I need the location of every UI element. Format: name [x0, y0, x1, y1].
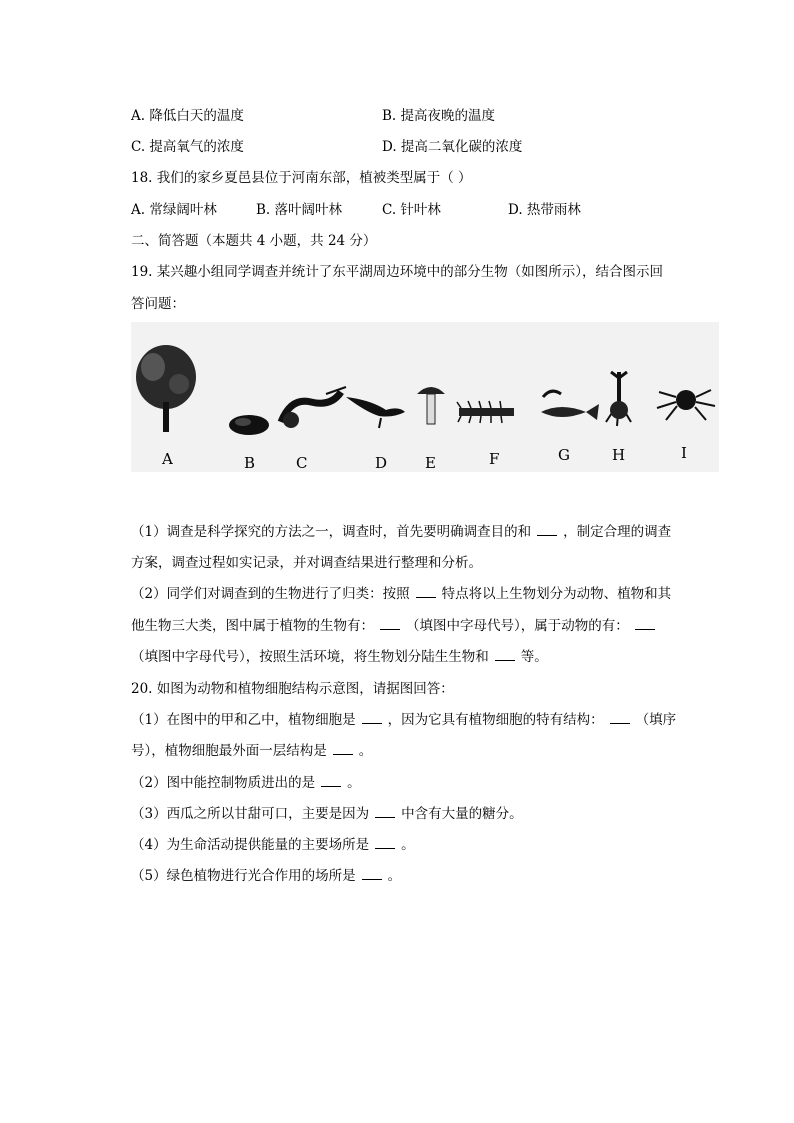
answer-blank[interactable] — [333, 744, 353, 755]
seedling-icon — [606, 372, 631, 426]
q19-part2-line3: （填图中字母代号），按照生活环境，将生物划分陆生生物和 等。 — [131, 649, 548, 665]
tree-icon — [136, 345, 196, 432]
bird-icon — [346, 397, 405, 428]
figure-label-c: C — [296, 454, 308, 472]
q20-part1-line2: 号），植物细胞最外面一层结构是 。 — [131, 743, 373, 759]
answer-blank[interactable] — [610, 713, 630, 724]
answer-blank[interactable] — [362, 713, 382, 724]
answer-blank[interactable] — [495, 650, 515, 661]
answer-blank[interactable] — [321, 776, 341, 787]
q20-part4: （4）为生命活动提供能量的主要场所是 。 — [131, 837, 415, 853]
answer-blank[interactable] — [375, 807, 395, 818]
q19-part2-line2: 他生物三大类，图中属于植物的生物有： （填图中字母代号），属于动物的有： — [131, 614, 661, 634]
figure-label-g: G — [558, 446, 570, 464]
figure-label-f: F — [489, 450, 500, 468]
figure-label-d: D — [375, 454, 388, 472]
q20-part5: （5）绿色植物进行光合作用的场所是 。 — [131, 868, 402, 884]
figure-label-h: H — [612, 446, 626, 464]
q18-option-d: D. 热带雨林 — [508, 202, 581, 218]
q20-part2: （2）图中能控制物质进出的是 。 — [131, 775, 361, 791]
q17-option-d: D. 提高二氧化碳的浓度 — [382, 139, 523, 155]
q17-option-c: C. 提高氧气的浓度 — [131, 139, 244, 155]
answer-blank[interactable] — [375, 838, 395, 849]
pillbug-icon — [229, 415, 269, 435]
figure-label-i: I — [681, 444, 687, 462]
q18-stem: 18. 我们的家乡夏邑县位于河南东部，植被类型属于（ ） — [131, 170, 472, 186]
q19-part1-line2: 方案，调查过程如实记录，并对调查结果进行整理和分析。 — [131, 555, 482, 571]
larva-icon — [281, 387, 346, 428]
answer-blank[interactable] — [635, 619, 655, 630]
figure-label-a: A — [162, 450, 173, 468]
organisms-figure — [131, 322, 719, 472]
answer-blank[interactable] — [416, 587, 436, 598]
answer-blank[interactable] — [380, 619, 400, 630]
q18-option-b: B. 落叶阔叶林 — [256, 202, 343, 218]
figure-label-b: B — [244, 454, 256, 472]
q18-option-c: C. 针叶林 — [382, 202, 441, 218]
q17-option-b: B. 提高夜晚的温度 — [382, 108, 496, 124]
figure-label-e: E — [425, 454, 436, 472]
spider-icon — [657, 390, 715, 420]
q20-part3: （3）西瓜之所以甘甜可口，主要是因为 中含有大量的糖分。 — [131, 806, 523, 822]
answer-blank[interactable] — [537, 525, 557, 536]
fish-icon — [541, 391, 599, 420]
q19-part1-line1: （1）调查是科学探究的方法之一，调查时，首先要明确调查目的和 ，制定合理的调查 — [131, 524, 672, 540]
q19-stem-line2: 答问题： — [131, 296, 185, 312]
centipede-icon — [457, 401, 514, 423]
q19-stem-line1: 19. 某兴趣小组同学调查并统计了东平湖周边环境中的部分生物（如图所示），结合图示回 — [131, 264, 664, 280]
q17-option-a: A. 降低白天的温度 — [131, 108, 244, 124]
answer-blank[interactable] — [362, 869, 382, 880]
mushroom-icon — [417, 387, 445, 424]
q20-stem: 20. 如图为动物和植物细胞结构示意图，请据图回答： — [131, 681, 454, 697]
q20-part1-line1: （1）在图中的甲和乙中，植物细胞是 ，因为它具有植物细胞的特有结构： （填序 — [131, 712, 677, 728]
section-title: 二、简答题（本题共 4 小题，共 24 分） — [131, 233, 377, 249]
q19-part2-line1: （2）同学们对调查到的生物进行了归类：按照 特点将以上生物划分为动物、植物和其 — [131, 586, 672, 602]
q18-option-a: A. 常绿阔叶林 — [131, 202, 217, 218]
